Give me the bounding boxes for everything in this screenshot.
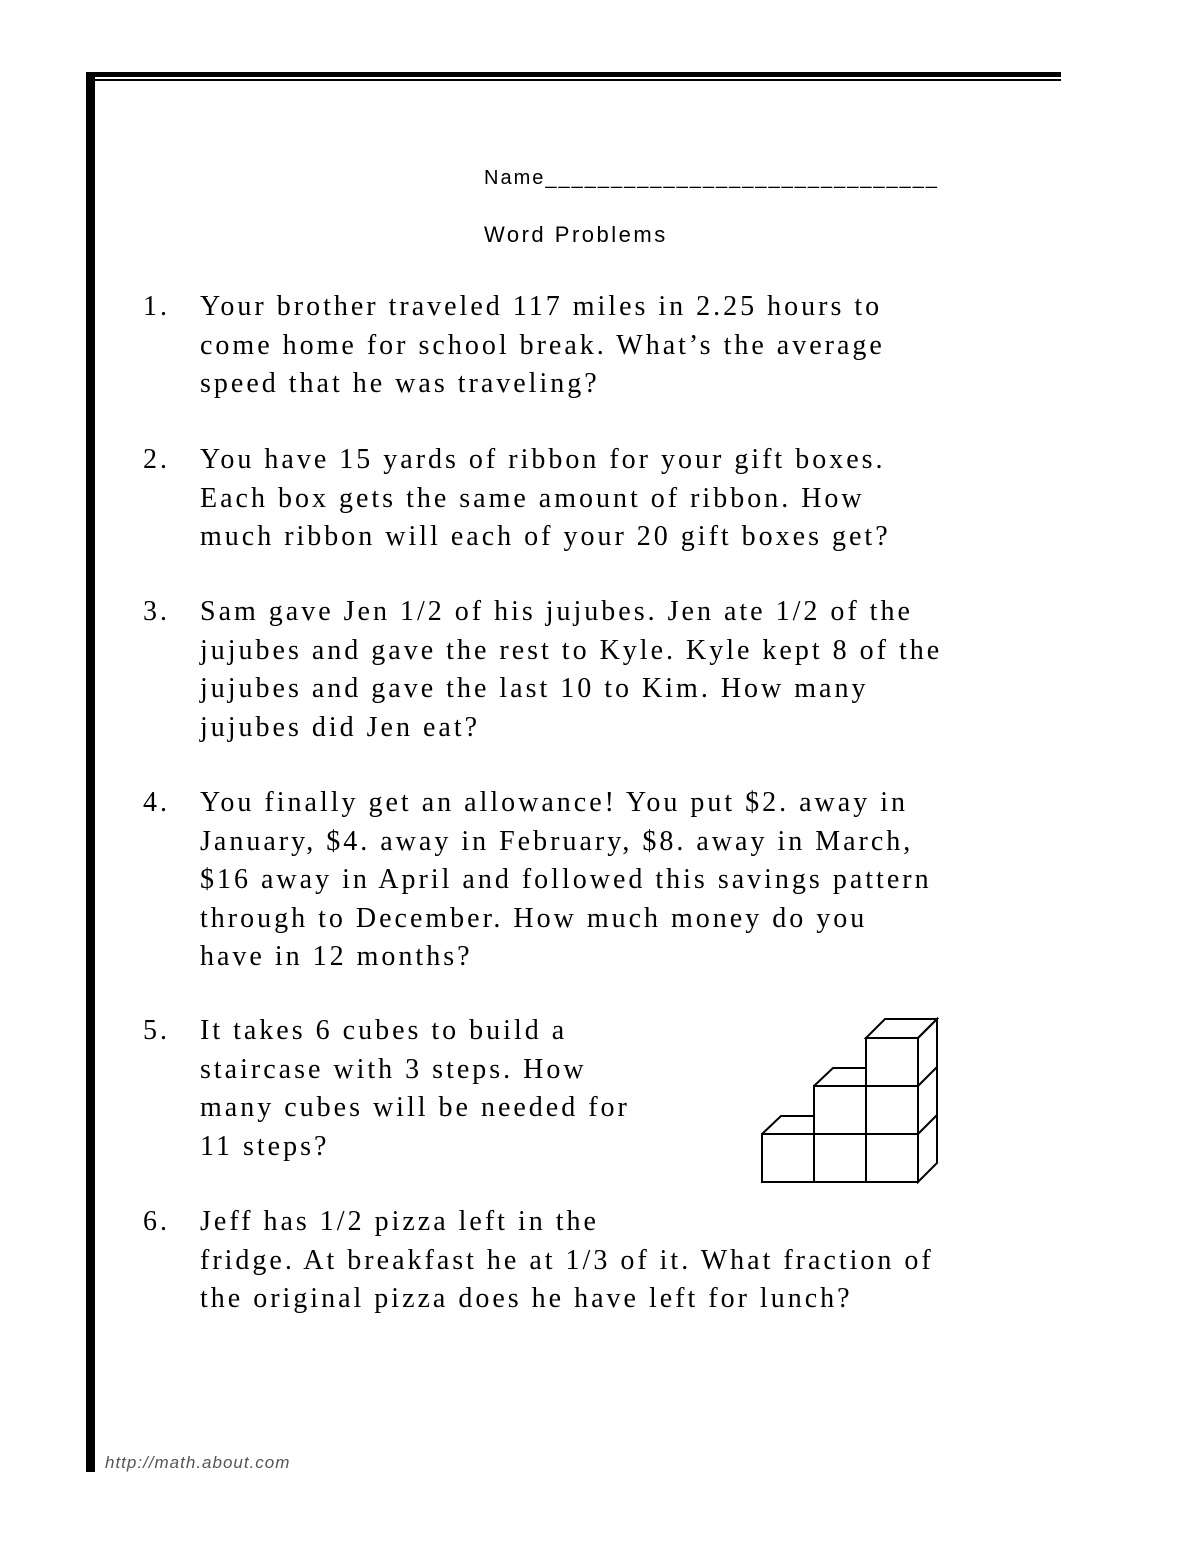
problem-number: 1. [143,291,170,322]
problem-text-line: 11 steps? [200,1130,330,1162]
problem-text-line: jujubes and gave the rest to Kyle. Kyle kept 8 of the [200,634,943,666]
problem-text-line: Sam gave Jen 1/2 of his jujubes. Jen ate 1/2 of the [200,596,913,627]
problem-text-line: staircase with 3 steps. How [200,1053,587,1085]
cube-side-edge [918,1115,937,1134]
problem-text-line: You finally get an allowance! You put $2. away in [200,787,908,818]
problem-number: 6. [143,1206,170,1237]
cube-face [814,1086,866,1134]
problem-number: 3. [143,596,170,627]
cube-face [866,1038,918,1086]
problem-text-line: have in 12 months? [200,941,473,972]
cube-face [866,1086,918,1134]
problem-text-line: Jeff has 1/2 pizza left in the [200,1206,599,1237]
problem-number: 5. [143,1015,170,1046]
source-url-link[interactable]: http://math.about.com [105,1453,291,1472]
problem-text-line: the original pizza does he have left for lunch? [200,1283,853,1314]
problem-3 [143,593,942,747]
problem-number: 4. [143,787,170,818]
page-title: Word Problems [484,222,668,247]
problem-1 [143,288,885,404]
cube-face [762,1134,814,1182]
problem-text-line: jujubes and gave the last 10 to Kim. How many [200,673,869,704]
problem-text-line: speed that he was traveling? [200,368,600,399]
page-border-top [88,72,1061,77]
problem-text-line: Your brother traveled 117 miles in 2.25 hours to [200,291,883,322]
cube-side-face [918,1019,937,1182]
problem-text-line: You have 15 yards of ribbon for your gift boxes. [200,444,886,475]
problem-text-line: Each box gets the same amount of ribbon. How [200,482,865,514]
cube-side-edge [918,1067,937,1086]
problem-text-line: It takes 6 cubes to build a [200,1015,568,1046]
cube-top-edge [814,1068,866,1086]
page-border-left [86,72,95,1472]
problem-2 [143,441,891,557]
problem-text-line: come home for school break. What’s the average [200,329,885,361]
cube-top-edge [762,1116,814,1134]
problem-text-line: much ribbon will each of your 20 gift boxes get? [200,521,891,552]
problem-text-line: January, $4. away in February, $8. away in March, [200,825,914,857]
staircase-cubes-illustration [755,1013,945,1188]
problem-5 [143,1012,630,1166]
problem-text-line: fridge. At breakfast he at 1/3 of it. What fraction of [200,1244,934,1276]
cube-face [866,1134,918,1182]
problem-text-line: jujubes did Jen eat? [200,711,481,743]
problem-4 [143,784,932,977]
page-border-top-inner [88,79,1061,81]
problem-6 [143,1203,934,1319]
name-blank: ______________________________ [545,167,940,189]
problem-text-line: many cubes will be needed for [200,1092,630,1123]
name-field [484,167,939,190]
problem-text-line: through to December. How much money do you [200,902,868,934]
problem-number: 2. [143,444,170,475]
problem-text-line: $16 away in April and followed this savings pattern [200,864,932,895]
cube-face [814,1134,866,1182]
name-label: Name [484,167,546,189]
